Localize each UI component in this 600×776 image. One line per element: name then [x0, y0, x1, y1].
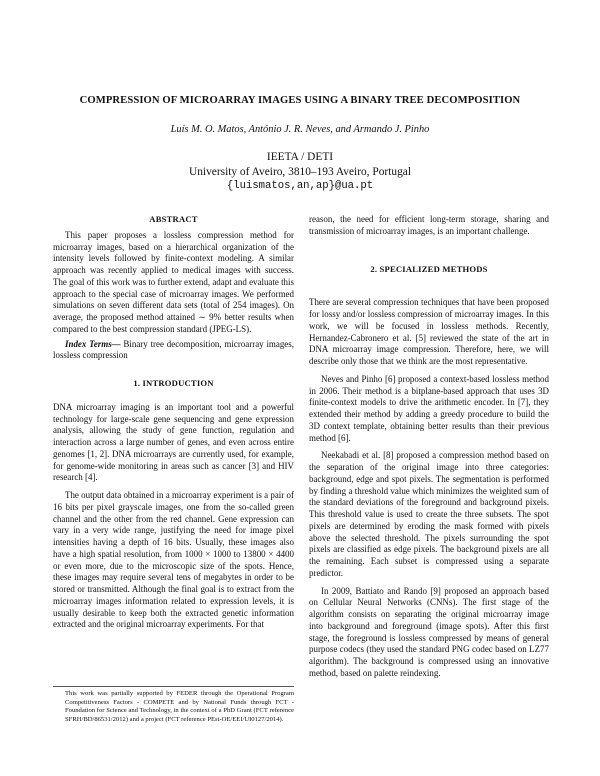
index-terms-text: Binary tree decomposition, microarray images, lossless compression	[53, 338, 294, 361]
intro-continuation: reason, the need for efficient long-term storage, sharing and transmission of microarray images, is an important challenge.	[309, 214, 549, 236]
footnote	[53, 686, 294, 724]
abstract-heading: ABSTRACT	[149, 214, 198, 224]
affiliation-email: {luismatos,an,ap}@ua.pt	[226, 180, 374, 192]
methods-paragraph-4: In 2009, Battiato and Rando [9] proposed an approach based on Cellular Neural Networks (CNNs). The first stage of the algorithm consists on separating the original microarray image into background and foreground (image spots). After this first stage, the foreground is lossless compressed by means of general purpose codecs (they used the standard PNG codec based on LZ77 algorithm). The background is compressed using an innovative method, based on palette reindexing.	[309, 585, 549, 678]
paper-title: COMPRESSION OF MICROARRAY IMAGES USING A BINARY TREE DECOMPOSITION	[79, 95, 521, 106]
affiliation	[0, 150, 600, 194]
section-1-heading: 1. INTRODUCTION	[133, 378, 214, 388]
methods-paragraph-2: Neves and Pinho [6] proposed a context-based lossless method in 2006. Their method is a bitplane-based approach that uses 3D finite-context models to drive the arithmetic encoder. In [7], they extended their method by adding a greedy procedure to build the 3D context template, obtaining better results than their previous method [6].	[309, 373, 549, 443]
section-2-heading: 2. SPECIALIZED METHODS	[370, 263, 488, 274]
index-terms	[53, 339, 294, 363]
abstract-text: This paper proposes a lossless compression method for microarray images, based on a hierarchical organization of the intensity levels followed by finite-context modeling. A similar approach was recently applied to medical images with success. The goal of this work was to further extend, adapt and evaluate this approach to the special case of microarray images. We performed simulations on seven different data sets (total of 254 images). On average, the proposed method attained ∼ 9% better results when compared to the best compression standard (JPEG-LS).	[53, 229, 294, 334]
affiliation-university: University of Aveiro, 3810–193 Aveiro, Portugal	[189, 165, 411, 178]
footnote-text: This work was partially supported by FEDER through the Operational Program Competitiveness Factors - COMPETE and by National Funds through FCT - Foundation for Science and Technology, in the context of a PhD Grant (FCT reference SFRH/BD/86531/2012) and a project (FCT reference PEst-OE/EEI/UI0127/2014).	[65, 690, 294, 723]
methods-paragraph-1: There are several compression techniques that have been proposed for lossy and/or lossless compression of microarray images. In this work, we will be focused in lossless methods. Recently, Hernandez-Cabronero et al. [5] reviewed the state of the art in DNA microarray image compression. Therefore, here, we will describe only those that we think are the most representative.	[309, 297, 549, 366]
methods-paragraph-3: Neekabadi et al. [8] proposed a compression method based on the separation of the original image into three categories: background, edge and spot pixels. The segmentation is performed by finding a threshold value which minimizes the weighted sum of the standard deviations of the foreground and background pixels. This threshold value is used to create the three subsets. The spot pixels are determined by eroding the mask formed with pixels above the selected threshold. The pixels surrounding the spot pixels are classified as edge pixels. The background pixels are all the remaining. Each subset is compressed using a separate predictor.	[309, 450, 549, 578]
intro-paragraph-1: DNA microarray imaging is an important tool and a powerful technology for large-scale gene sequencing and gene expression analysis, allowing the study of gene function, regulation and interaction across a large number of genes, and even across entire genomes [1, 2]. DNA microarrays are currently used, for example, for genome-wide monitoring in areas such as cancer [3] and HIV research [4].	[53, 401, 294, 483]
paper-authors: Luís M. O. Matos, António J. R. Neves, and Armando J. Pinho	[170, 124, 430, 135]
index-terms-label: Index Terms—	[65, 338, 121, 349]
left-column	[53, 214, 294, 631]
right-column	[309, 214, 549, 680]
intro-paragraph-2: The output data obtained in a microarray experiment is a pair of 16 bits per pixel grayscale images, one from the so-called green channel and the other from the red channel. Gene expression can vary in a very wide range, justifying the need for image pixel intensities having a depth of 16 bits. Usually, these images also have a high spatial resolution, from 1000 × 1000 to 13800 × 4400 or even more, due to the microscopic size of the spots. Hence, these images may require several tens of megabytes in order to be stored or transmitted. Although the final goal is to extract from the microarray images information related to expression levels, it is usually desirable to keep both the extracted genetic information extracted and the original microarray experiments. For that	[53, 490, 294, 630]
affiliation-dept: IEETA / DETI	[266, 151, 334, 163]
